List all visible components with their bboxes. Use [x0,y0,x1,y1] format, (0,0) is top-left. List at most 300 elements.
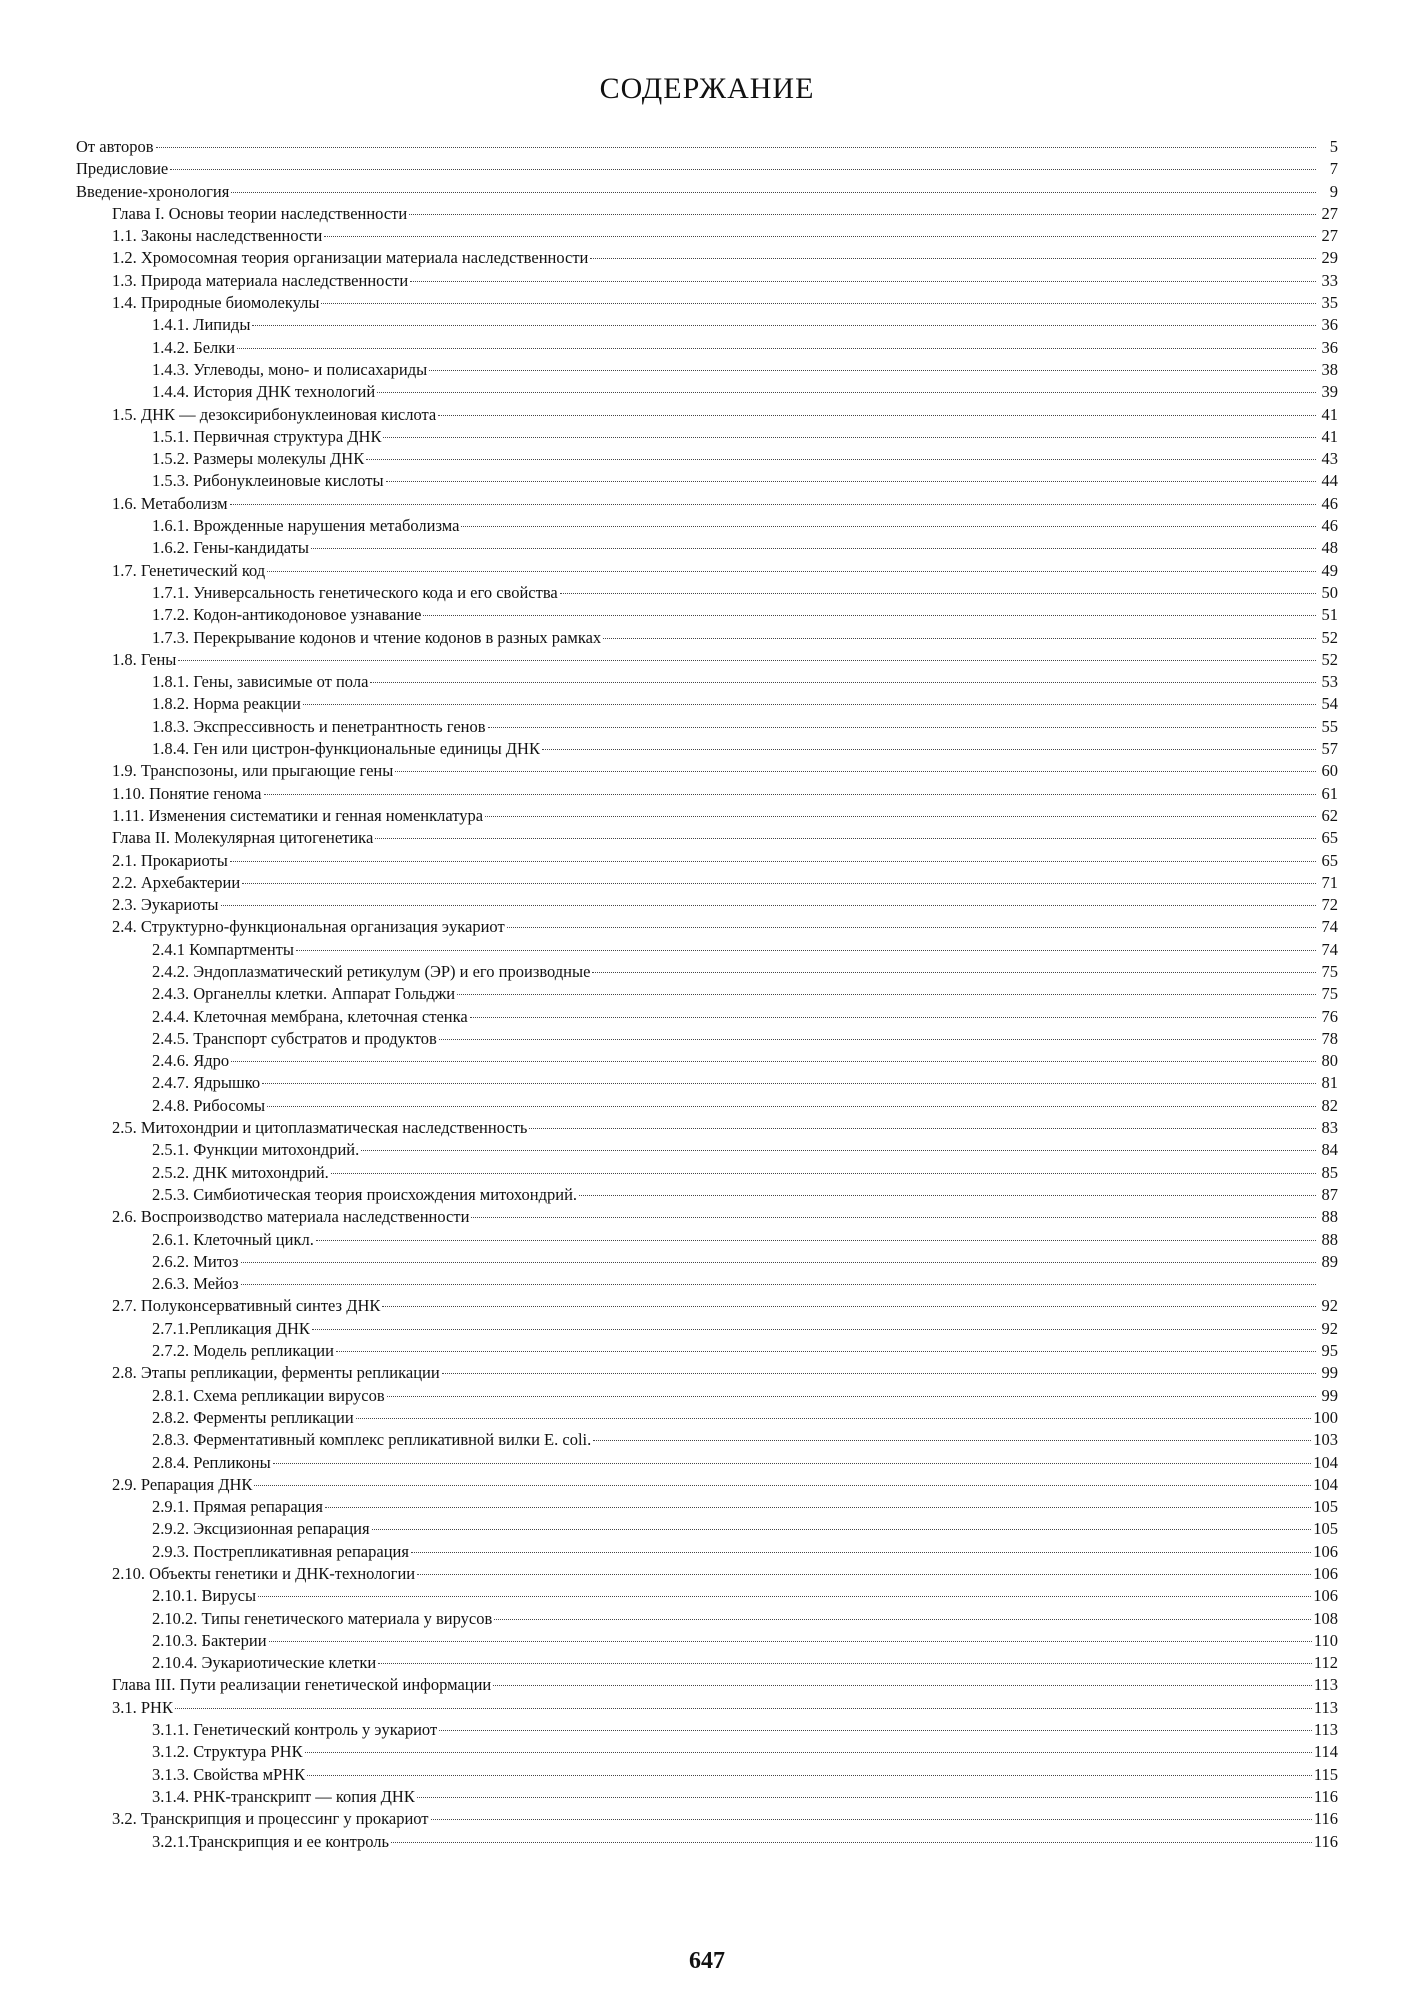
toc-entry [76,738,1338,760]
toc-entry-title: 1.4.1. Липиды [152,315,251,335]
toc-entry-page: 76 [1321,1006,1338,1026]
toc-leader-dots [361,1150,1316,1151]
toc-entry [76,1429,1338,1451]
toc-entry-title: 1.5.2. Размеры молекулы ДНК [152,449,365,469]
toc-entry-page: 112 [1313,1653,1338,1673]
toc-entry [76,515,1338,537]
toc-entry-title: 2.10.2. Типы генетического материала у вирусов [152,1608,493,1628]
toc-entry-page: 5 [1329,137,1338,156]
toc-entry-page: 50 [1321,582,1338,602]
toc-entry-page: 116 [1313,1786,1338,1806]
toc-leader-dots [542,749,1316,750]
toc-entry-title: 1.8.4. Ген или цистрон-функциональные единицы ДНК [152,739,540,759]
toc-leader-dots [241,1262,1316,1263]
toc-entry [76,827,1338,849]
toc-entry [76,203,1338,225]
toc-entry-title: 2.4. Структурно-функциональная организация эукариот [112,917,505,937]
toc-entry-title: 2.8.2. Ферменты репликации [152,1407,354,1427]
toc-entry-page: 74 [1321,917,1338,937]
toc-leader-dots [383,437,1316,438]
toc-entry [76,1295,1338,1317]
toc-entry-page: 52 [1321,627,1338,647]
table-of-contents [76,136,1338,1853]
toc-entry [76,1541,1338,1563]
toc-leader-dots [488,727,1316,728]
toc-entry-page: 81 [1321,1073,1338,1093]
toc-entry-title: 3.1.4. РНК-транскрипт — копия ДНК [152,1786,415,1806]
toc-entry-page: 114 [1313,1742,1338,1762]
toc-entry-page: 61 [1321,783,1338,803]
toc-entry-page: 72 [1321,895,1338,915]
toc-entry-title: 1.7.3. Перекрывание кодонов и чтение кодонов в разных рамках [152,627,602,647]
toc-entry [76,1318,1338,1340]
toc-entry [76,805,1338,827]
toc-entry-page: 103 [1313,1430,1338,1450]
toc-entry-page: 55 [1321,716,1338,736]
toc-entry-page: 71 [1321,872,1338,892]
toc-entry [76,627,1338,649]
toc-entry-page: 43 [1321,449,1338,469]
toc-entry-page: 38 [1321,359,1338,379]
toc-entry-title: 1.10. Понятие генома [112,783,262,803]
toc-entry-page: 39 [1321,382,1338,402]
toc-entry-page: 89 [1321,1251,1338,1271]
toc-entry [76,1050,1338,1072]
toc-entry-page: 105 [1313,1519,1338,1539]
toc-leader-dots [237,348,1316,349]
toc-entry [76,1831,1338,1853]
toc-entry [76,671,1338,693]
toc-leader-dots [457,994,1316,995]
toc-entry-title: 2.10. Объекты генетики и ДНК-технологии [112,1564,416,1583]
toc-leader-dots [242,883,1316,884]
toc-entry-title: 2.4.2. Эндоплазматический ретикулум (ЭР) и его производные [152,961,591,981]
toc-entry-page: 113 [1313,1675,1338,1695]
toc-entry [76,939,1338,961]
toc-leader-dots [494,1619,1311,1620]
toc-entry [76,1184,1338,1206]
toc-entry-title: 2.6.3. Мейоз [152,1274,239,1294]
toc-entry-page: 29 [1321,248,1338,268]
toc-entry-page: 48 [1321,538,1338,558]
toc-leader-dots [305,1752,1312,1753]
toc-entry [76,1719,1338,1741]
toc-entry-title: 2.9. Репарация ДНК [112,1474,253,1494]
toc-entry [76,537,1338,559]
toc-entry [76,1273,1338,1295]
toc-entry [76,1229,1338,1251]
toc-entry-title: 2.2. Архебактерии [112,872,241,892]
toc-entry-title: 2.10.4. Эукариотические клетки [152,1653,377,1673]
toc-entry-title: 1.7. Генетический код [112,560,266,580]
toc-leader-dots [241,1284,1316,1285]
toc-entry [76,1518,1338,1540]
toc-leader-dots [321,303,1316,304]
toc-entry-page: 49 [1321,560,1338,580]
toc-entry [76,1563,1338,1585]
toc-entry-page: 60 [1321,761,1338,781]
toc-entry [76,314,1338,336]
toc-entry-page: 106 [1313,1564,1338,1583]
toc-leader-dots [296,950,1316,951]
toc-entry-page: 85 [1321,1162,1338,1182]
toc-entry-page: 99 [1321,1385,1338,1405]
toc-entry-title: 3.1.2. Структура РНК [152,1742,303,1762]
toc-entry-title: 2.4.8. Рибосомы [152,1095,266,1115]
toc-leader-dots [507,927,1316,928]
toc-entry-page: 57 [1321,739,1338,759]
toc-leader-dots [410,281,1316,282]
toc-entry-title: 1.8.2. Норма реакции [152,694,301,714]
toc-entry [76,1741,1338,1763]
toc-entry-page: 83 [1321,1118,1338,1138]
toc-entry [76,1385,1338,1407]
toc-entry [76,247,1338,269]
toc-entry-title: 2.7.1.Репликация ДНК [152,1318,310,1338]
toc-entry-title: 2.8. Этапы репликации, ферменты репликации [112,1363,440,1383]
toc-entry [76,470,1338,492]
toc-entry-title: 3.1.1. Генетический контроль у эукариот [152,1720,438,1740]
toc-entry-page: 46 [1321,493,1338,513]
toc-entry-page: 88 [1321,1207,1338,1227]
toc-entry [76,604,1338,626]
toc-entry-page: 36 [1321,315,1338,335]
toc-entry-title: 1.4.2. Белки [152,337,236,357]
toc-leader-dots [461,526,1316,527]
toc-entry-title: 3.1. РНК [112,1697,173,1717]
toc-leader-dots [356,1418,1312,1419]
toc-entry-title: 2.1. Прокариоты [112,850,228,870]
toc-entry-title: 2.5. Митохондрии и цитоплазматическая наследственность [112,1118,528,1138]
toc-entry-title: 2.7. Полуконсервативный синтез ДНК [112,1296,381,1316]
toc-leader-dots [273,1463,1311,1464]
toc-entry-title: 1.5.3. Рибонуклеиновые кислоты [152,471,384,491]
toc-entry [76,337,1338,359]
toc-entry-page: 9 [1329,181,1338,201]
toc-leader-dots [439,1730,1312,1731]
toc-leader-dots [387,1396,1316,1397]
toc-entry [76,359,1338,381]
toc-entry [76,983,1338,1005]
toc-entry [76,1206,1338,1228]
toc-entry-title: 1.8.1. Гены, зависимые от пола [152,672,369,692]
toc-entry-title: 2.4.5. Транспорт субстратов и продуктов [152,1028,437,1048]
toc-entry [76,1674,1338,1696]
toc-entry [76,1006,1338,1028]
toc-entry-title: 2.4.7. Ядрышко [152,1073,261,1093]
toc-entry-title: 1.6. Метаболизм [112,493,228,513]
toc-leader-dots [375,838,1316,839]
toc-leader-dots [439,1039,1316,1040]
toc-entry [76,1764,1338,1786]
toc-entry-title: 1.11. Изменения систематики и генная номенклатура [112,805,484,825]
toc-entry [76,1139,1338,1161]
toc-entry-page: 104 [1313,1474,1338,1494]
toc-entry-page: 110 [1313,1630,1338,1650]
toc-entry-title: От авторов [76,137,154,156]
toc-leader-dots [262,1083,1316,1084]
toc-entry-title: 2.7.2. Модель репликации [152,1341,334,1361]
toc-entry-title: 2.4.1 Компартменты [152,939,294,959]
toc-entry [76,1786,1338,1808]
toc-entry-page: 75 [1321,984,1338,1004]
toc-entry-title: 2.6. Воспроизводство материала наследственности [112,1207,470,1227]
toc-entry [76,1585,1338,1607]
toc-leader-dots [170,169,1316,170]
toc-leader-dots [560,593,1316,594]
toc-leader-dots [258,1596,1311,1597]
toc-entry [76,1652,1338,1674]
toc-entry [76,270,1338,292]
toc-entry-title: 2.9.1. Прямая репарация [152,1497,323,1517]
toc-leader-dots [431,1819,1312,1820]
toc-entry [76,1162,1338,1184]
toc-entry-page: 84 [1321,1140,1338,1160]
toc-entry-page: 95 [1321,1341,1338,1361]
toc-leader-dots [429,370,1316,371]
toc-entry [76,961,1338,983]
toc-entry-title: 2.10.1. Вирусы [152,1586,257,1606]
toc-entry-title: 3.2. Транскрипция и процессинг у прокариот [112,1809,429,1829]
toc-entry-title: 2.6.1. Клеточный цикл. [152,1229,314,1249]
toc-entry-page: 113 [1313,1697,1338,1717]
toc-entry-page: 87 [1321,1184,1338,1204]
toc-leader-dots [391,1842,1312,1843]
toc-entry-page: 7 [1329,159,1338,179]
toc-entry [76,1072,1338,1094]
toc-entry-title: Введение-хронология [76,181,230,201]
toc-entry-title: 1.8.3. Экспрессивность и пенетрантность генов [152,716,486,736]
toc-entry-page: 116 [1313,1831,1338,1851]
toc-leader-dots [529,1128,1316,1129]
toc-entry [76,783,1338,805]
toc-entry-page: 51 [1321,605,1338,625]
toc-entry-title: 2.4.4. Клеточная мембрана, клеточная стенка [152,1006,468,1026]
toc-entry-title: 1.2. Хромосомная теория организации материала наследственности [112,248,589,268]
toc-leader-dots [316,1240,1316,1241]
toc-entry-title: 2.10.3. Бактерии [152,1630,267,1650]
toc-entry-page: 75 [1321,961,1338,981]
toc-entry [76,1095,1338,1117]
toc-entry [76,493,1338,515]
toc-entry-page: 105 [1313,1497,1338,1517]
toc-entry-title: 1.4.3. Углеводы, моно- и полисахариды [152,359,428,379]
toc-entry [76,850,1338,872]
toc-leader-dots [269,1641,1312,1642]
toc-entry-page: 115 [1313,1764,1338,1784]
toc-leader-dots [372,1529,1312,1530]
toc-entry-page: 106 [1313,1541,1338,1561]
toc-entry-page: 62 [1321,805,1338,825]
toc-entry [76,1407,1338,1429]
toc-entry-page: 27 [1321,203,1338,223]
toc-entry [76,1608,1338,1630]
toc-entry-page: 33 [1321,270,1338,290]
toc-leader-dots [221,905,1316,906]
toc-leader-dots [382,1306,1316,1307]
toc-entry [76,582,1338,604]
toc-entry-page: 92 [1321,1296,1338,1316]
toc-entry-page: 82 [1321,1095,1338,1115]
toc-entry-page: 53 [1321,672,1338,692]
toc-leader-dots [377,392,1316,393]
toc-entry-title: 2.4.3. Органеллы клетки. Аппарат Гольджи [152,984,456,1004]
toc-leader-dots [386,481,1316,482]
toc-entry [76,448,1338,470]
toc-entry [76,1362,1338,1384]
toc-entry-title: 2.9.2. Эксцизионная репарация [152,1519,370,1539]
toc-leader-dots [409,214,1316,215]
toc-entry [76,1630,1338,1652]
toc-entry-title: 1.5. ДНК — дезоксирибонуклеиновая кислота [112,404,437,424]
toc-entry-page: 78 [1321,1028,1338,1048]
toc-entry-title: 3.1.3. Свойства мРНК [152,1764,306,1784]
toc-leader-dots [378,1663,1312,1664]
toc-entry [76,181,1338,203]
toc-leader-dots [593,1440,1311,1441]
toc-entry-title: 2.5.3. Симбиотическая теория происхождения митохондрий. [152,1184,578,1204]
toc-leader-dots [312,1329,1316,1330]
toc-entry [76,560,1338,582]
toc-leader-dots [370,682,1316,683]
toc-entry-title: 2.4.6. Ядро [152,1051,230,1071]
toc-leader-dots [231,192,1316,193]
toc-entry [76,1808,1338,1830]
toc-leader-dots [493,1685,1312,1686]
toc-leader-dots [579,1195,1316,1196]
toc-entry-page: 80 [1321,1051,1338,1071]
toc-leader-dots [324,236,1316,237]
toc-leader-dots [471,1217,1316,1218]
toc-entry-title: 1.6.2. Гены-кандидаты [152,538,309,558]
toc-entry [76,136,1338,158]
toc-entry-title: 1.7.2. Кодон-антикодоновое узнавание [152,605,422,625]
toc-entry-page: 106 [1313,1586,1338,1606]
toc-leader-dots [417,1797,1312,1798]
toc-entry [76,894,1338,916]
toc-leader-dots [331,1173,1316,1174]
toc-entry-title: 2.8.3. Ферментативный комплекс репликативной вилки E. coli. [152,1430,592,1450]
toc-entry-page: 108 [1313,1608,1338,1628]
toc-entry [76,1028,1338,1050]
toc-leader-dots [411,1552,1311,1553]
toc-entry [76,404,1338,426]
toc-entry-page: 44 [1321,471,1338,491]
toc-entry-title: 1.4.4. История ДНК технологий [152,382,376,402]
toc-entry-title: 2.8.4. Репликоны [152,1452,271,1472]
toc-entry-page: 99 [1321,1363,1338,1383]
toc-entry-page: 41 [1321,426,1338,446]
toc-entry-page: 36 [1321,337,1338,357]
toc-leader-dots [156,147,1317,148]
toc-leader-dots [603,638,1316,639]
toc-leader-dots [366,459,1316,460]
toc-entry [76,1474,1338,1496]
toc-entry [76,693,1338,715]
toc-entry [76,381,1338,403]
toc-entry-page: 116 [1313,1809,1338,1829]
toc-entry-page: 54 [1321,694,1338,714]
toc-entry [76,1697,1338,1719]
toc-entry [76,872,1338,894]
toc-entry [76,1340,1338,1362]
toc-entry-page: 100 [1313,1407,1338,1427]
page-number: 647 [689,1948,725,1974]
page-title: СОДЕРЖАНИЕ [599,72,815,105]
toc-entry-title: 2.5.2. ДНК митохондрий. [152,1162,329,1182]
toc-entry-page: 88 [1321,1229,1338,1249]
toc-leader-dots [442,1373,1316,1374]
toc-leader-dots [231,1061,1316,1062]
toc-leader-dots [395,771,1316,772]
toc-entry [76,292,1338,314]
toc-leader-dots [590,258,1316,259]
toc-entry-page: 46 [1321,516,1338,536]
toc-leader-dots [303,704,1316,705]
toc-leader-dots [175,1708,1312,1709]
toc-entry-page: 35 [1321,293,1338,313]
toc-leader-dots [178,660,1316,661]
toc-leader-dots [423,615,1316,616]
toc-entry-title: 1.7.1. Универсальность генетического кода и его свойства [152,582,558,602]
toc-leader-dots [311,548,1316,549]
toc-leader-dots [336,1351,1316,1352]
toc-entry [76,716,1338,738]
toc-entry [76,1117,1338,1139]
toc-leader-dots [307,1775,1312,1776]
toc-entry [76,1496,1338,1518]
toc-entry [76,1251,1338,1273]
toc-entry-title: 2.9.3. Пострепликативная репарация [152,1541,409,1561]
toc-entry-page: 52 [1321,649,1338,669]
toc-entry-title: 1.9. Транспозоны, или прыгающие гены [112,761,394,781]
toc-entry-title: 2.8.1. Схема репликации вирусов [152,1385,385,1405]
toc-leader-dots [485,816,1316,817]
toc-entry-page: 104 [1313,1452,1338,1472]
toc-entry [76,225,1338,247]
toc-entry-title: Глава I. Основы теории наследственности [112,203,408,223]
toc-entry-page: 65 [1321,828,1338,848]
toc-entry [76,426,1338,448]
toc-entry-title: 1.4. Природные биомолекулы [112,293,320,313]
toc-entry-title: 1.1. Законы наследственности [112,226,323,246]
toc-leader-dots [470,1017,1316,1018]
toc-entry-title: Глава II. Молекулярная цитогенетика [112,828,374,848]
toc-leader-dots [592,972,1316,973]
toc-leader-dots [438,415,1316,416]
toc-entry-title: 1.5.1. Первичная структура ДНК [152,426,382,446]
toc-entry-title: 2.6.2. Митоз [152,1251,239,1271]
toc-leader-dots [325,1507,1311,1508]
toc-entry-page: 92 [1321,1318,1338,1338]
toc-entry-page: 113 [1313,1720,1338,1740]
toc-leader-dots [417,1574,1311,1575]
toc-entry [76,158,1338,180]
toc-leader-dots [254,1485,1311,1486]
toc-leader-dots [230,861,1316,862]
toc-entry-title: 1.8. Гены [112,649,177,669]
toc-leader-dots [264,794,1317,795]
toc-entry-title: 2.3. Эукариоты [112,895,219,915]
toc-leader-dots [267,571,1316,572]
toc-entry-page: 65 [1321,850,1338,870]
toc-entry-title: Предисловие [76,159,169,179]
toc-entry-page: 41 [1321,404,1338,424]
toc-entry-title: 3.2.1.Транскрипция и ее контроль [152,1831,390,1851]
toc-entry-title: Глава III. Пути реализации генетической информации [112,1675,492,1695]
toc-entry-title: 2.5.1. Функции митохондрий. [152,1140,360,1160]
toc-entry-page: 74 [1321,939,1338,959]
